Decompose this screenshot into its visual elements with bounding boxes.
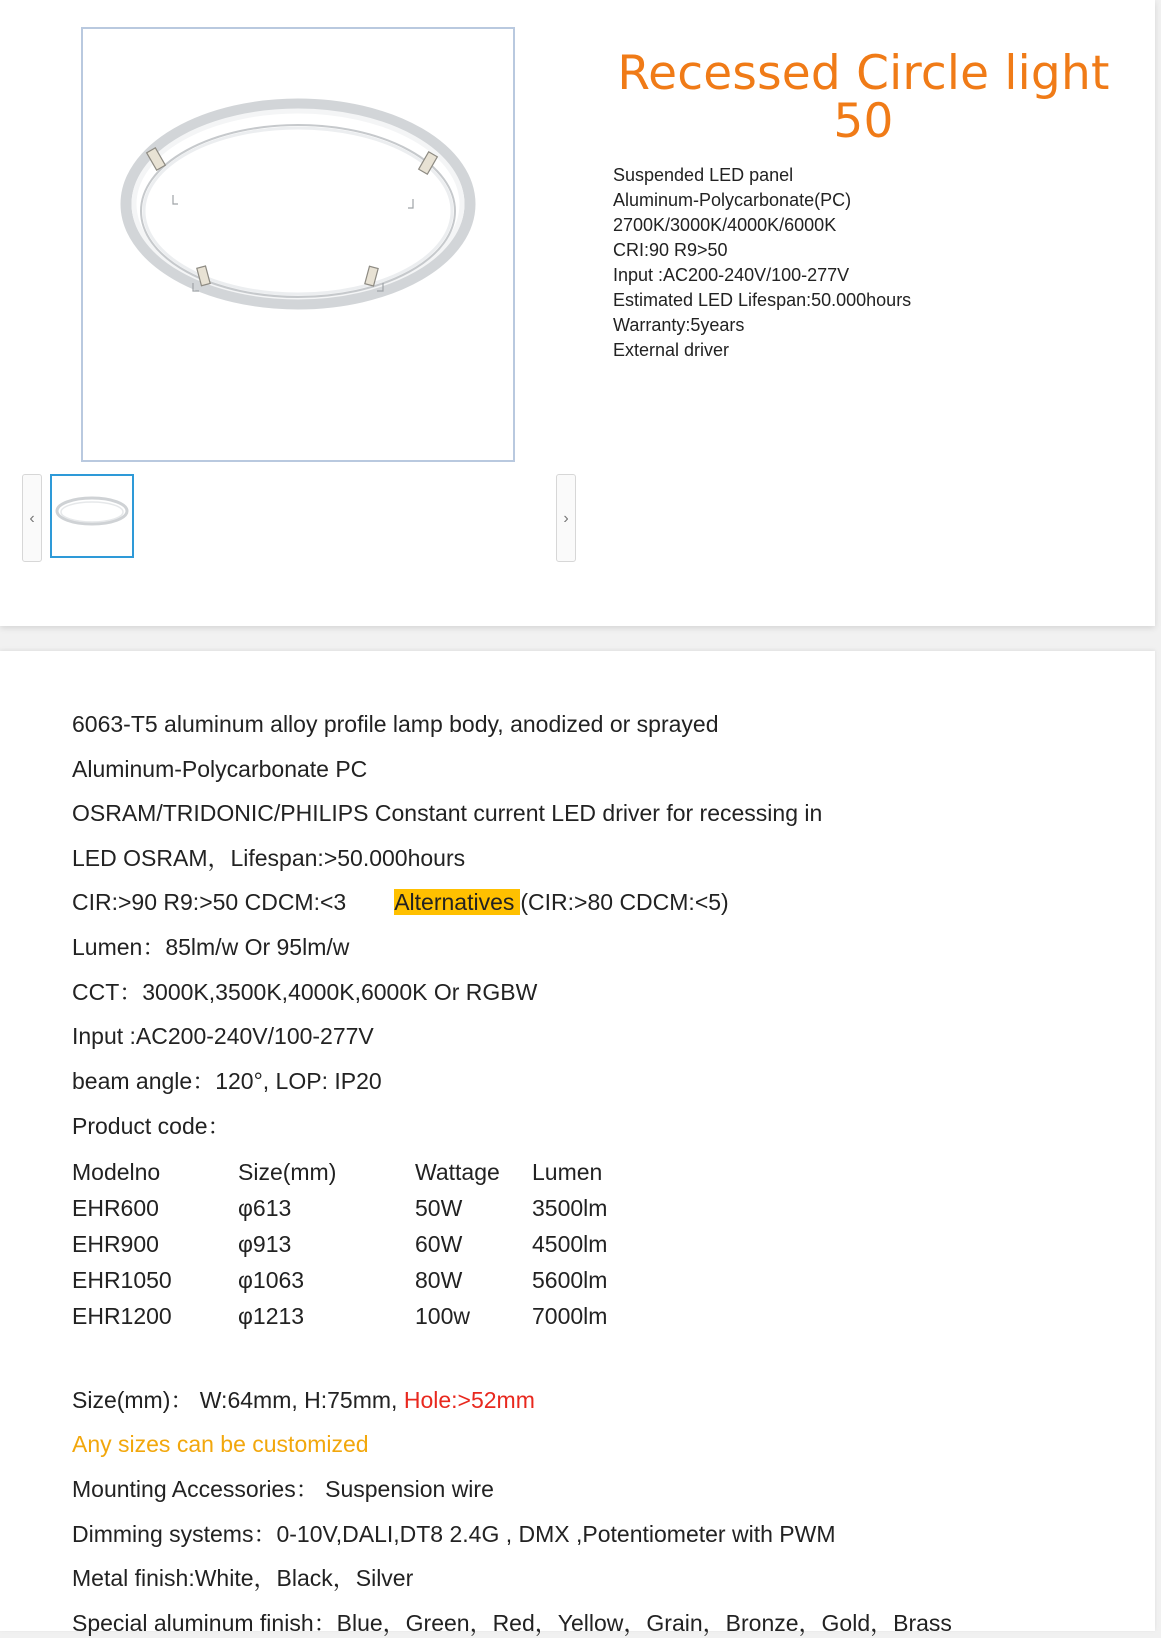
product-title-line2: 50 [833, 94, 894, 149]
table-header: Lumen [532, 1159, 603, 1185]
table-cell: EHR600 [72, 1195, 159, 1221]
chevron-right-icon: › [563, 510, 569, 527]
spec-item: External driver [613, 340, 730, 360]
table-cell: 50W [415, 1195, 463, 1221]
table-cell: φ913 [238, 1231, 292, 1257]
product-title [600, 46, 1127, 149]
spec-item: Aluminum-Polycarbonate(PC) [613, 190, 852, 210]
hole-value: Hole:>52mm [403, 1387, 535, 1413]
product-spec-list [613, 163, 911, 363]
detail-mounting: Mounting Accessories： Suspension wire [72, 1476, 494, 1502]
spec-item: Input :AC200-240V/100-277V [613, 265, 850, 285]
gallery-next-button[interactable] [556, 474, 576, 562]
table-header: Size(mm) [238, 1159, 337, 1185]
table-cell: 4500lm [532, 1231, 608, 1257]
spec-item: 2700K/3000K/4000K/6000K [613, 215, 837, 235]
detail-metal-finish: Metal finish:White，Black，Silver [72, 1565, 414, 1591]
table-cell: φ613 [238, 1195, 292, 1221]
detail-size [72, 1385, 535, 1415]
cri-alternative: (CIR:>80 CDCM:<5) [520, 889, 729, 915]
size-label: Size(mm)： W:64mm, H:75mm, [72, 1387, 404, 1413]
chevron-left-icon: ‹ [29, 510, 35, 527]
table-cell: 80W [415, 1267, 463, 1293]
table-cell: EHR1050 [72, 1267, 172, 1293]
cri-main: CIR:>90 R9:>50 CDCM:<3 [72, 889, 347, 915]
detail-diffuser: Aluminum-Polycarbonate PC [72, 756, 368, 782]
table-cell: EHR1200 [72, 1303, 172, 1329]
detail-driver: OSRAM/TRIDONIC/PHILIPS Constant current LED driver for recessing in [72, 800, 823, 826]
detail-lumen: Lumen：85lm/w Or 95lm/w [72, 934, 350, 960]
detail-led: LED OSRAM，Lifespan:>50.000hours [72, 845, 466, 871]
table-cell: φ1213 [238, 1303, 305, 1329]
table-cell: 60W [415, 1231, 463, 1257]
gallery-prev-button[interactable] [22, 474, 42, 562]
table-cell: 7000lm [532, 1303, 608, 1329]
table-header: Modelno [72, 1159, 161, 1185]
spec-item: Estimated LED Lifespan:50.000hours [613, 290, 912, 310]
detail-custom: Any sizes can be customized [72, 1431, 369, 1457]
product-code-label: Product code： [72, 1113, 231, 1139]
detail-cri [72, 887, 729, 917]
product-header-card [0, 0, 1155, 626]
circle-light-thumbnail [52, 476, 132, 556]
circle-light-illustration [83, 29, 513, 460]
product-title-line1: Recessed Circle light [617, 46, 1110, 101]
table-cell: EHR900 [72, 1231, 159, 1257]
table-cell: φ1063 [238, 1267, 305, 1293]
table-cell: 5600lm [532, 1267, 608, 1293]
detail-special-finish: Special aluminum finish：Blue，Green，Red，Yellow，Grain，Bronze，Gold，Brass [72, 1610, 952, 1636]
spec-item: CRI:90 R9>50 [613, 240, 728, 260]
spec-item: Suspended LED panel [613, 165, 794, 185]
table-cell: 3500lm [532, 1195, 608, 1221]
spec-item: Warranty:5years [613, 315, 745, 335]
alternatives-highlight: Alternatives [394, 889, 520, 915]
detail-cct: CCT：3000K,3500K,4000K,6000K Or RGBW [72, 979, 538, 1005]
table-cell: 100w [415, 1303, 470, 1329]
detail-beam: beam angle：120°, LOP: IP20 [72, 1068, 382, 1094]
detail-body: 6063-T5 aluminum alloy profile lamp body, anodized or sprayed [72, 711, 719, 737]
detail-dimming: Dimming systems：0-10V,DALI,DT8 2.4G , DMX ,Potentiometer with PWM [72, 1521, 836, 1547]
detail-input: Input :AC200-240V/100-277V [72, 1023, 374, 1049]
thumbnail-strip [22, 474, 577, 564]
table-header: Wattage [415, 1159, 500, 1185]
thumbnail-selected[interactable] [50, 474, 134, 558]
product-main-image [81, 27, 515, 462]
